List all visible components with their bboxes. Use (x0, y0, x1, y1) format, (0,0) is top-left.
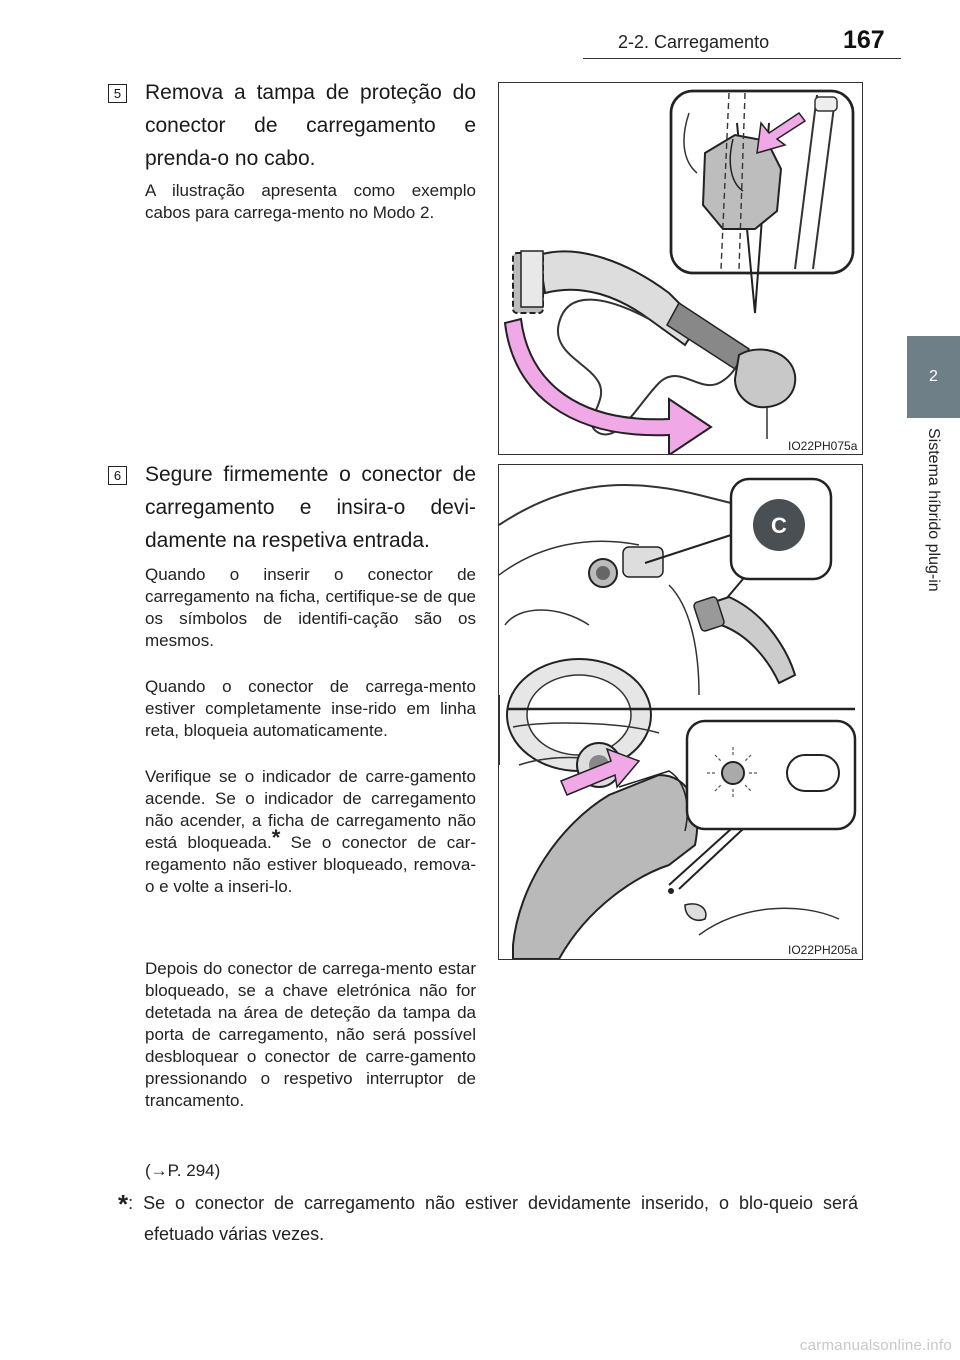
step-6-para-3b-text: Se o conector de car-regamento não estiver bloqueado, remova-o e volte a inseri-lo. (145, 833, 476, 896)
chapter-title: Sistema híbrido plug-in (925, 428, 942, 592)
step-number-5: 5 (108, 84, 127, 103)
footnote (118, 1188, 858, 1249)
footnote-text-block (118, 1188, 858, 1249)
footnote-marker-inline: * (271, 825, 281, 850)
step-5-title: Remova a tampa de proteção do conector de carregamento e prenda-o no cabo. (145, 81, 476, 170)
watermark: carmanualsonline.info (799, 1337, 952, 1354)
page-number: 167 (843, 26, 885, 54)
chapter-tab (907, 336, 960, 418)
step-6-para-4: Depois do conector de carrega-mento estar bloqueado, se a chave eletrónica não for detetada na área de deteção da tampa da porta de carregamento, não será possível desbloquear o conector de carre-gamento pressionando o respetivo interruptor de trancamento. (145, 959, 476, 1110)
footnote-marker: * (118, 1189, 129, 1219)
step-6-para-3 (145, 766, 476, 898)
step-6-para-3-text: Verifique se o indicador de carre-gamento acende. Se o indicador de carregamento não acender, a ficha de carregamento não está bloqueada. (145, 767, 476, 852)
header-rule (583, 58, 901, 59)
identification-symbol-label: C (771, 513, 787, 538)
step-6-reference: (→P. 294) (145, 1161, 221, 1180)
figure-code-2: IO22PH205a (788, 943, 858, 957)
section-title: 2-2. Carregamento (618, 32, 770, 52)
figure-insert-connector (498, 464, 863, 960)
step-6-title: Segure firmemente o conector de carregamento e insira-o devi-damente na respetiva entrada. (145, 463, 476, 552)
footnote-text: : Se o conector de carregamento não estiver devidamente inserido, o blo-queio será efetuado várias vezes. (128, 1193, 858, 1244)
connector-cap-illustration (499, 83, 862, 454)
figure-remove-cap (498, 82, 863, 455)
step-6-para-2: Quando o conector de carrega-mento estiver completamente inse-rido em linha reta, bloqueia automaticamente. (145, 677, 476, 740)
step-5-note: A ilustração apresenta como exemplo cabos para carrega-mento no Modo 2. (145, 181, 476, 222)
figure-code-1: IO22PH075a (788, 439, 858, 453)
step-number-6: 6 (108, 466, 127, 485)
charging-port-illustration (499, 465, 862, 959)
chapter-number: 2 (929, 368, 938, 385)
step-6-para-1: Quando o inserir o conector de carregamento na ficha, certifique-se de que os símbolos de identifi-cação são os mesmos. (145, 565, 476, 650)
